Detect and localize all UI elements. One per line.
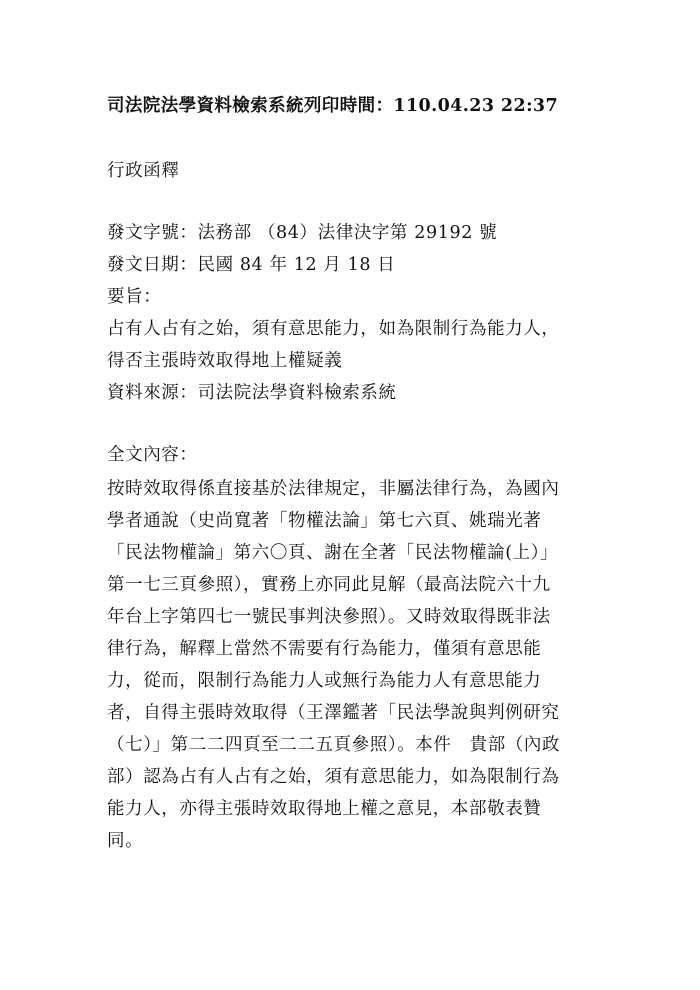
- body-line: 「民法物權論」第六〇頁、謝在全著「民法物權論(上）」: [107, 543, 559, 563]
- subject-line: 占有人占有之始，須有意思能力，如為限制行為能力人，: [107, 319, 560, 339]
- print-header: 司法院法學資料檢索系統列印時間：110.04.23 22:37: [107, 96, 559, 116]
- body-line: 力，從而，限制行為能力人或無行為能力人有意思能力: [107, 671, 542, 691]
- doc-number: 發文字號：法務部 （84）法律決字第 29192 號: [107, 223, 498, 243]
- body-line: 同。: [107, 831, 144, 851]
- body-line: 按時效取得係直接基於法律規定，非屬法律行為，為國內: [107, 479, 560, 499]
- doc-date: 發文日期：民國 84 年 12 月 18 日: [107, 255, 396, 275]
- body-label: 全文內容：: [107, 445, 198, 465]
- body-line: 能力人，亦得主張時效取得地上權之意見，本部敬表贊: [107, 799, 542, 819]
- body-line: 年台上字第四七一號民事判決參照）。又時效取得既非法: [107, 607, 551, 627]
- body-line: 第一七三頁參照），實務上亦同此見解（最高法院六十九: [107, 575, 551, 595]
- body-line: 學者通說（史尚寬著「物權法論」第七六頁、姚瑞光著: [107, 511, 542, 531]
- document-type: 行政函釋: [107, 161, 180, 181]
- body-line: 律行為，解釋上當然不需要有行為能力，僅須有意思能: [107, 639, 542, 659]
- body-line: （七）」第二二四頁至二二五頁參照）。本件 貴部（內政: [107, 735, 561, 755]
- source-line: 資料來源：司法院法學資料檢索系統: [107, 383, 397, 403]
- body-line: 部）認為占有人占有之始，須有意思能力，如為限制行為: [107, 767, 560, 787]
- subject-label: 要旨：: [107, 287, 162, 307]
- body-line: 者，自得主張時效取得（王澤鑑著「民法學說與判例研究: [107, 703, 560, 723]
- subject-line: 得否主張時效取得地上權疑義: [107, 351, 343, 371]
